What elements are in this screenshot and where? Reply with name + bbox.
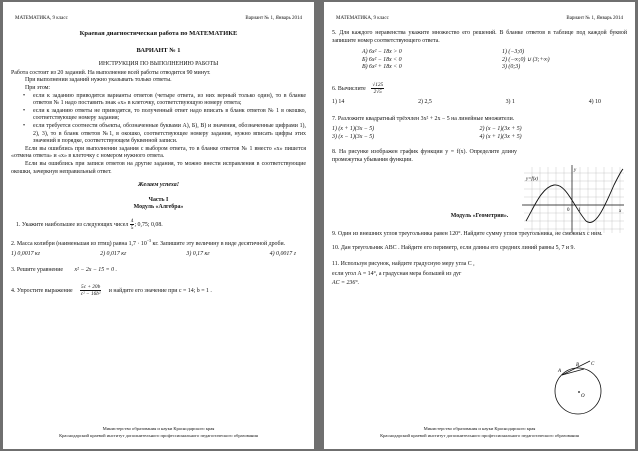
q6-numerator: √125 <box>372 81 384 88</box>
q6-option: 2) 2,5 <box>418 98 432 105</box>
footer-ministry: Министерство образования и науки Краснодарского края <box>102 426 215 431</box>
footer-institute: Краснодарский краевой институт дополнительного профессионального педагогического образования <box>59 432 258 438</box>
question-3 <box>11 267 306 275</box>
q2-options <box>11 251 306 259</box>
q7-option: 4) (x + 1)(3x + 5) <box>479 133 522 140</box>
module-title: Модуль «Алгебра» <box>133 204 184 211</box>
question-7: 7. Разложите квадратный трёхчлен 3x² + 2x − 5 на линейные множители. <box>332 115 515 122</box>
q2-option: 2) 0,017 кг <box>100 251 127 258</box>
intro-text-2: При выполнении заданий нужно указывать только ответы. <box>25 77 172 84</box>
q4-numerator: 5c + 20b <box>81 283 101 290</box>
page-body <box>11 30 306 297</box>
circle <box>555 368 601 414</box>
question-5: 5. Для каждого неравенства укажите множество его решений. В бланке ответов в таблице под каждой буквой запишите номер соответствующего ответа. <box>332 30 627 44</box>
q6-fraction <box>371 82 384 95</box>
module-geometry-title: Модуль «Геометрия». <box>450 213 509 220</box>
q5-row <box>362 64 627 72</box>
q6-denominator: 2√5 <box>373 88 382 95</box>
question-8: 8. На рисунке изображен график функции y = f(x). Определите длину промежутка убывания функции. <box>332 149 517 163</box>
q7-option: 3) (x − 1)(3x − 5) <box>332 133 375 140</box>
point-o-label: O <box>581 394 585 399</box>
part-title: Часть I <box>148 196 169 203</box>
instruction-item: • если к заданию приводятся варианты ответов (четыре ответа, из них верный только один), то в бланке ответов № 1 надо поставить знак «x» в клеточку, соответствующую номеру ответа; <box>23 93 306 108</box>
q5-answer: 1) (−3;0) <box>502 49 525 56</box>
function-curve <box>526 169 623 222</box>
center-point <box>578 391 580 393</box>
q1-denominator: 5 <box>130 224 134 231</box>
circle-diagram <box>546 357 616 421</box>
page-header <box>336 16 623 21</box>
header-variant: Вариант № 1, Январь 2014 <box>245 16 302 21</box>
wish-text: Желаем успеха! <box>138 182 179 189</box>
intro-text-3: При этом: <box>25 84 51 91</box>
q3-equation: x² − 2x − 15 = 0 . <box>74 267 117 274</box>
q6-option: 3) 1 <box>505 98 515 105</box>
q7-option: 2) (x − 1)(3x + 5) <box>479 126 522 133</box>
document-title: Краевая диагностическая работа по МАТЕМАТИКЕ <box>79 30 238 37</box>
point-c-label: C <box>591 362 595 367</box>
instruction-list <box>11 93 306 146</box>
fix-paragraph: Если вы ошиблись при записи ответов на другие задания, то можно внести исправления в соответствующие окошки, зачеркнув неправильный ответ. <box>11 160 306 175</box>
page-header <box>15 16 302 21</box>
instruction-title: ИНСТРУКЦИЯ ПО ВЫПОЛНЕНИЮ РАБОТЫ <box>98 61 219 68</box>
q2-exponent: −3 <box>146 237 152 243</box>
origin-label: 0 <box>567 208 570 213</box>
q2-option: 1) 0,0017 кг <box>11 251 41 258</box>
function-graph <box>520 163 626 235</box>
question-10: 10. Дан треугольник ABC . Найдите его периметр, если длины его средних линий равны 5, 7 и 9. <box>332 244 575 251</box>
q7-option: 1) (x + 1)(3x − 5) <box>332 126 375 133</box>
footer-ministry: Министерство образования и науки Краснодарского края <box>423 426 536 431</box>
q6-option: 4) 10 <box>588 98 601 105</box>
instruction-item: • если к заданию ответы не приводятся, то полученный ответ надо вписать в бланк ответов № 1 в окошко, соответствующее номеру задания; <box>23 108 306 123</box>
q5-table <box>332 49 627 72</box>
q6-options <box>332 99 627 107</box>
x-axis-label: x <box>619 209 622 214</box>
q1-tail: ; 0,75; 0,08. <box>134 221 163 228</box>
q2-option: 4) 0,0017 г <box>269 251 296 258</box>
q4-text: 4. Упростите выражение <box>11 287 73 294</box>
page-footer <box>11 426 306 439</box>
question-1 <box>11 218 306 231</box>
question-9: 9. Один из внешних углов треугольника равен 120°. Найдите сумму углов треугольника, не смежных с ним. <box>332 230 603 237</box>
page-body <box>332 30 627 289</box>
footer-institute: Краснодарский краевой институт дополнительного профессионального педагогического образования <box>380 432 579 438</box>
q6-option: 1) 14 <box>332 98 345 105</box>
q5-answer: 2) (−∞;0) ∪ (3;+∞) <box>502 56 550 63</box>
instruction-item: • если требуется соотнести объекты, обозначенные буквами А), Б), В) и значения, обозначенные цифрами 1), 2), 3), то в бланк ответов №1, в окошко, соответствующее номеру задания, нужно вписать цифры этих значений в порядке, соответствующем буквенной записи. <box>23 123 306 146</box>
function-label: y=f(x) <box>526 177 539 182</box>
q11-line: 11. Используя рисунок, найдите градусную меру угла C , <box>332 261 475 268</box>
mistake-paragraph: Если вы ошиблись при выполнении задания с выбором ответа, то в бланке ответов № 1 вместо «x» пишется «отмена ответа» и «x» в клеточку с номером нужного ответа. <box>11 145 306 160</box>
q5-inequality: Б) 6x² − 18x < 0 <box>362 56 402 63</box>
question-4 <box>11 284 306 297</box>
q1-numerator: 4 <box>130 217 134 224</box>
variant-title: ВАРИАНТ № 1 <box>136 46 181 54</box>
q4-tail: и найдите его значение при c = 14; b = 1 . <box>108 287 212 294</box>
y-axis-label: y <box>574 168 577 173</box>
intro-text: Работа состоит из 20 заданий. На выполнение всей работы отводится 90 минут. <box>11 69 211 76</box>
q5-inequality: А) 6x² − 18x > 0 <box>362 49 402 56</box>
q4-denominator: c² − 16b² <box>80 290 101 297</box>
q5-row <box>362 49 627 57</box>
header-subject: МАТЕМАТИКА, 9 класс <box>336 16 389 21</box>
point-b-label: B <box>576 363 580 368</box>
q5-inequality: В) 6x² + 18x < 0 <box>362 64 402 71</box>
q7-options <box>332 126 627 141</box>
q6-text: 6. Вычислите <box>332 85 366 92</box>
point-a-label: A <box>558 369 562 374</box>
header-variant: Вариант № 1, Январь 2014 <box>566 16 623 21</box>
header-subject: МАТЕМАТИКА, 9 класс <box>15 16 68 21</box>
page-left <box>3 2 314 449</box>
q3-text: 3. Решите уравнение <box>11 267 64 274</box>
question-2 <box>11 237 306 249</box>
question-11 <box>332 260 527 289</box>
page-footer <box>332 426 627 439</box>
q11-line: если угол A = 14°, а градусная мера большей из дуг <box>332 270 462 277</box>
q2-unit: кг. Запишите эту величину в виде десятичной дроби. <box>151 240 286 247</box>
q1-text: 1. Укажите наибольшее из следующих чисел <box>16 221 129 228</box>
q2-text: 2. Масса колибри (наименьшая из птиц) равна 1,7 · 10 <box>11 240 147 247</box>
graph-grid <box>524 167 624 233</box>
q2-option: 3) 0,17 кг <box>186 251 210 258</box>
page-right <box>324 2 635 449</box>
q4-fraction <box>80 284 101 297</box>
q5-answer: 3) (0;3) <box>502 64 521 71</box>
q11-line: AC = 236°. <box>332 280 360 287</box>
unit-label: 1 <box>578 208 581 213</box>
question-6 <box>332 82 627 95</box>
